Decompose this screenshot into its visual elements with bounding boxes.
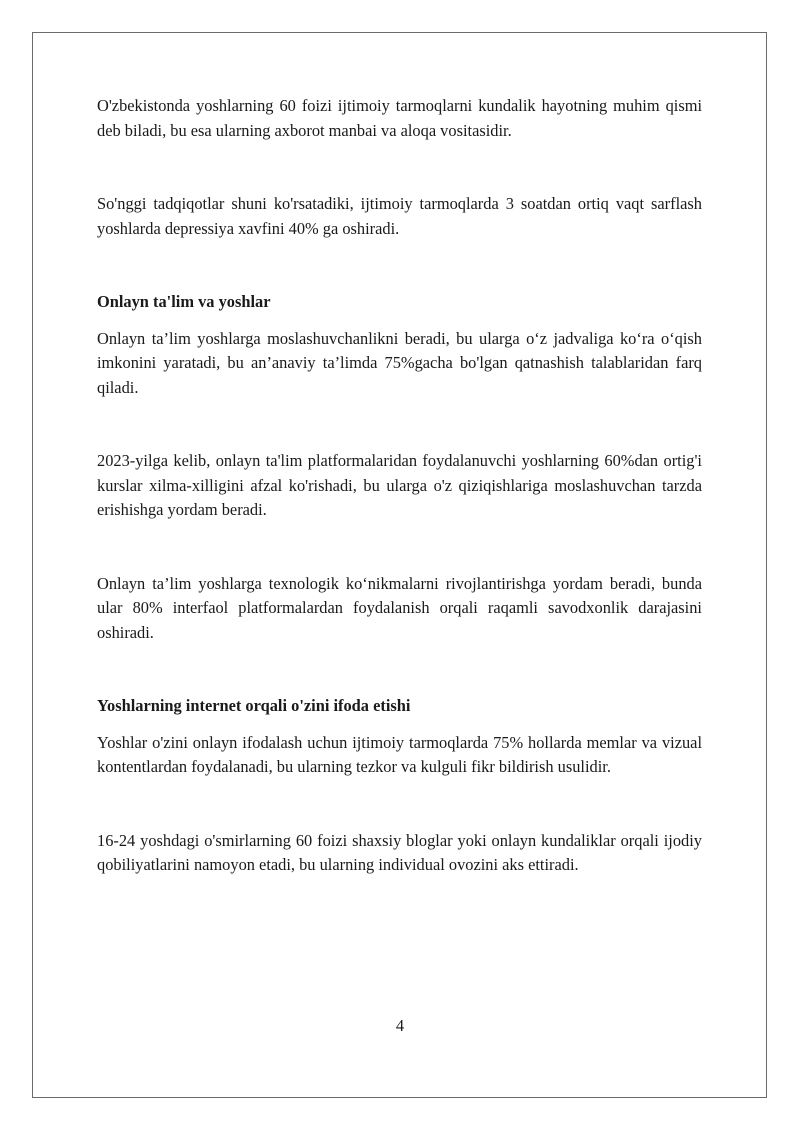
paragraph: 2023-yilga kelib, onlayn ta'lim platformalaridan foydalanuvchi yoshlarning 60%dan ortig'i kurslar xilma-xilligini afzal ko'rishadi, bu ularga o'z qiziqishlariga moslashuvchan tarzda erishishga yordam beradi. <box>97 451 702 519</box>
section-heading: Yoshlarning internet orqali o'zini ifoda etishi <box>97 696 411 715</box>
paragraph: Yoshlar o'zini onlayn ifodalash uchun ijtimoiy tarmoqlarda 75% hollarda memlar va vizual kontentlardan foydalanadi, bu ularning tezkor va kulguli fikr bildirish usulidir. <box>97 732 702 776</box>
paragraph: Onlayn ta’lim yoshlarga texnologik ko‘nikmalarni rivojlantirishga yordam beradi, bunda ular 80% interfaol platformalardan foydalanish orqali raqamli savodxonlik darajasini oshiradi. <box>97 573 702 642</box>
paragraph: So'nggi tadqiqotlar shuni ko'rsatadiki, ijtimoiy tarmoqlarda 3 soatdan ortiq vaqt sarflash yoshlarda depressiya xavfini 40% ga oshiradi. <box>97 194 702 238</box>
paragraph: O'zbekistonda yoshlarning 60 foizi ijtimoiy tarmoqlarni kundalik hayotning muhim qismi deb biladi, bu esa ularning axborot manbai va aloqa vositasidir. <box>97 96 702 140</box>
page-number: 4 <box>395 1016 405 1035</box>
document-body <box>97 94 702 878</box>
section-heading: Onlayn ta'lim va yoshlar <box>97 292 271 311</box>
paragraph: 16-24 yoshdagi o'smirlarning 60 foizi shaxsiy bloglar yoki onlayn kundaliklar orqali ijodiy qobiliyatlarini namoyon etadi, bu ularning individual ovozini aks ettiradi. <box>97 830 702 874</box>
paragraph: Onlayn ta’lim yoshlarga moslashuvchanlikni beradi, bu ularga o‘z jadvaliga ko‘ra o‘qish imkonini yaratadi, bu an’anaviy ta’limda 75%gacha bo'lgan qatnashish talablaridan farq qiladi. <box>97 328 702 397</box>
